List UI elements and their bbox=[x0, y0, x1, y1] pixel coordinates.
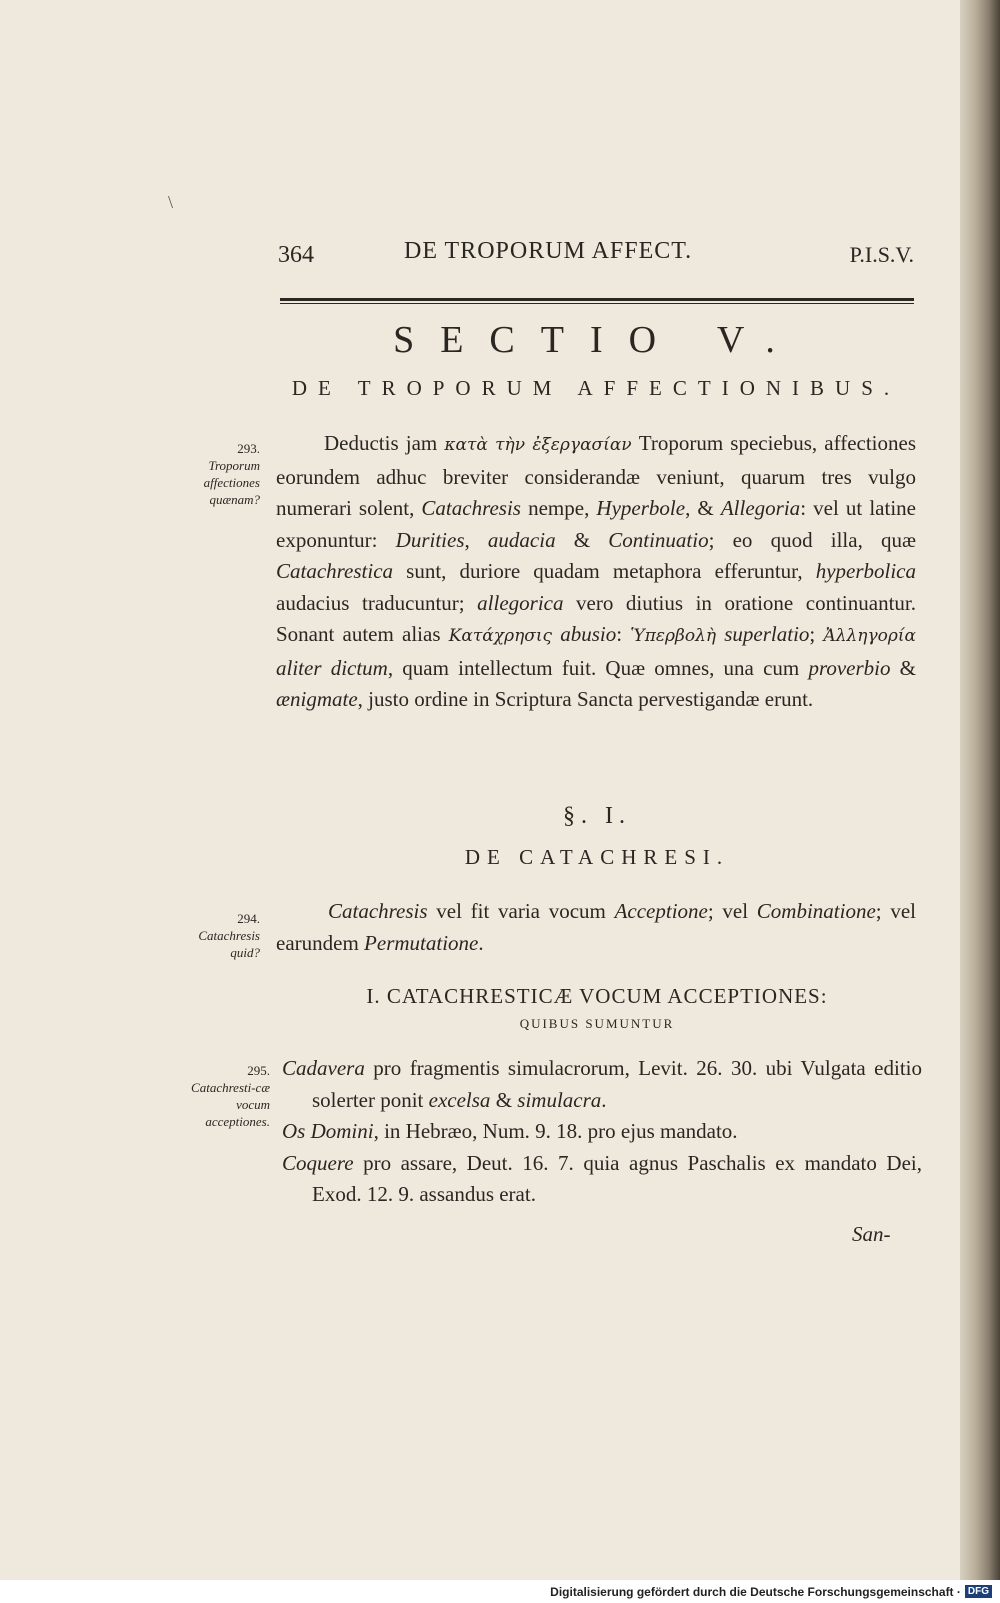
text: vel fit varia vocum bbox=[427, 899, 615, 923]
page-number: 364 bbox=[278, 242, 314, 268]
italic-term: Allegoria bbox=[720, 496, 801, 520]
text: vero diutius in oratione continuantur. Sonant autem alias bbox=[276, 590, 917, 646]
italic-term: ænigmate bbox=[276, 687, 358, 711]
running-head-title: DE TROPORUM AFFECT. bbox=[404, 238, 693, 264]
italic-term: Durities bbox=[395, 527, 465, 552]
margin-note bbox=[168, 910, 260, 961]
list-item bbox=[282, 1148, 922, 1211]
section-subtitle: DE TROPORUM AFFECTIONIBUS. bbox=[291, 376, 901, 400]
italic-term: audacia bbox=[487, 527, 556, 552]
running-head-part: P.I.S.V. bbox=[849, 242, 914, 267]
entry-term: Coquere bbox=[282, 1150, 354, 1175]
list-item bbox=[282, 1116, 922, 1148]
italic-term: simulacra bbox=[517, 1087, 602, 1112]
text: : bbox=[616, 622, 631, 646]
entry-list bbox=[282, 1053, 922, 1211]
text: ; vel earundem bbox=[276, 899, 916, 955]
text: . bbox=[478, 930, 484, 955]
margin-note-text: Catachresis quid? bbox=[198, 928, 260, 960]
text: ; bbox=[809, 622, 824, 646]
margin-note bbox=[168, 440, 260, 508]
text: Deductis jam bbox=[324, 431, 445, 455]
italic-term: allegorica bbox=[477, 590, 564, 615]
head-rule-thin bbox=[280, 303, 914, 304]
text: , justo ordine in Scriptura Sancta pervestigandæ erunt. bbox=[357, 687, 814, 711]
entry-term: Os Domini bbox=[282, 1119, 374, 1143]
head-rule bbox=[280, 298, 914, 301]
entry-text: pro assare, Deut. 16. 7. quia agnus Paschalis ex mandato Dei, Exod. 12. 9. assandus erat. bbox=[312, 1150, 922, 1206]
caput-heading: I. CATACHRESTICÆ VOCUM ACCEPTIONES: bbox=[366, 984, 828, 1008]
text: : vel ut latine exponuntur: bbox=[276, 496, 916, 552]
text: , bbox=[464, 527, 488, 552]
footer-bar bbox=[0, 1580, 1000, 1603]
greek-text: κατὰ τὴν ἐξεργασίαν bbox=[444, 435, 632, 455]
italic-term: Permutatione bbox=[364, 930, 479, 955]
entry-text: & bbox=[490, 1087, 518, 1112]
italic-term: superlatio bbox=[716, 622, 810, 646]
text: nempe, bbox=[520, 496, 597, 520]
margin-note-number: 294. bbox=[237, 911, 260, 926]
margin-note bbox=[178, 1062, 270, 1130]
margin-note-text: Troporum affectiones quænam? bbox=[203, 458, 260, 507]
list-item bbox=[282, 1053, 922, 1116]
text: , quam intellectum fuit. Quæ omnes, una cum bbox=[387, 655, 809, 680]
italic-term: hyperbolica bbox=[815, 559, 916, 583]
greek-text: Ἀλληγορία bbox=[823, 626, 916, 646]
italic-term: excelsa bbox=[428, 1087, 491, 1112]
running-head bbox=[278, 238, 914, 278]
italic-term: abusio bbox=[552, 622, 617, 646]
text: , & bbox=[685, 496, 721, 520]
italic-term: Hyperbole bbox=[596, 496, 686, 520]
page-edge bbox=[960, 0, 1000, 1580]
greek-text: Κατάχρησις bbox=[448, 626, 553, 646]
entry-text: . bbox=[601, 1087, 607, 1112]
section-title: SECTIO V. bbox=[393, 319, 801, 361]
entry-term: Cadavera bbox=[282, 1056, 365, 1080]
text: ; vel bbox=[707, 899, 757, 923]
caput-subheading: QUIBUS SUMUNTUR bbox=[519, 1016, 675, 1031]
italic-term: Acceptione bbox=[614, 899, 708, 923]
text: & bbox=[555, 527, 609, 552]
footer-text: Digitalisierung gefördert durch die Deutsche Forschungsgemeinschaft · bbox=[550, 1584, 961, 1599]
italic-term: Catachresis bbox=[421, 496, 521, 520]
dfg-logo-icon: DFG bbox=[965, 1585, 992, 1598]
stray-mark: \ bbox=[168, 192, 174, 212]
margin-note-number: 295. bbox=[247, 1063, 270, 1078]
text: sunt, duriore quadam metaphora efferuntur, bbox=[393, 559, 816, 583]
paragraph-heading: §. I. bbox=[563, 803, 631, 829]
italic-term: aliter dictum bbox=[276, 655, 388, 680]
italic-term: Combinatione bbox=[756, 899, 876, 923]
margin-note-number: 293. bbox=[237, 441, 260, 456]
catchword: San- bbox=[852, 1222, 891, 1246]
paragraph-294 bbox=[276, 896, 916, 959]
italic-term: Continuatio bbox=[608, 527, 709, 552]
entry-text: , in Hebræo, Num. 9. 18. pro ejus mandato. bbox=[373, 1119, 738, 1143]
margin-note-text: Catachresti-cæ vocum acceptiones. bbox=[191, 1080, 270, 1129]
paragraph-subheading: DE CATACHRESI. bbox=[464, 845, 730, 869]
italic-term: Catachrestica bbox=[276, 559, 394, 583]
paragraph-293 bbox=[276, 428, 916, 716]
greek-text: Ὑπερβολὴ bbox=[630, 626, 717, 646]
text: ; eo quod illa, quæ bbox=[708, 527, 917, 552]
italic-term: proverbio bbox=[808, 655, 891, 680]
text: Troporum speciebus, affectiones eorundem adhuc breviter considerandæ veniunt, quarum tres vulgo numerari solent, bbox=[276, 431, 917, 520]
text: & bbox=[890, 655, 917, 680]
entry-text: pro fragmentis simulacrorum, Levit. 26. 30. ubi Vulgata editio solerter ponit bbox=[312, 1056, 922, 1112]
italic-term: Catachresis bbox=[328, 899, 428, 923]
text: audacius traducuntur; bbox=[276, 590, 478, 615]
